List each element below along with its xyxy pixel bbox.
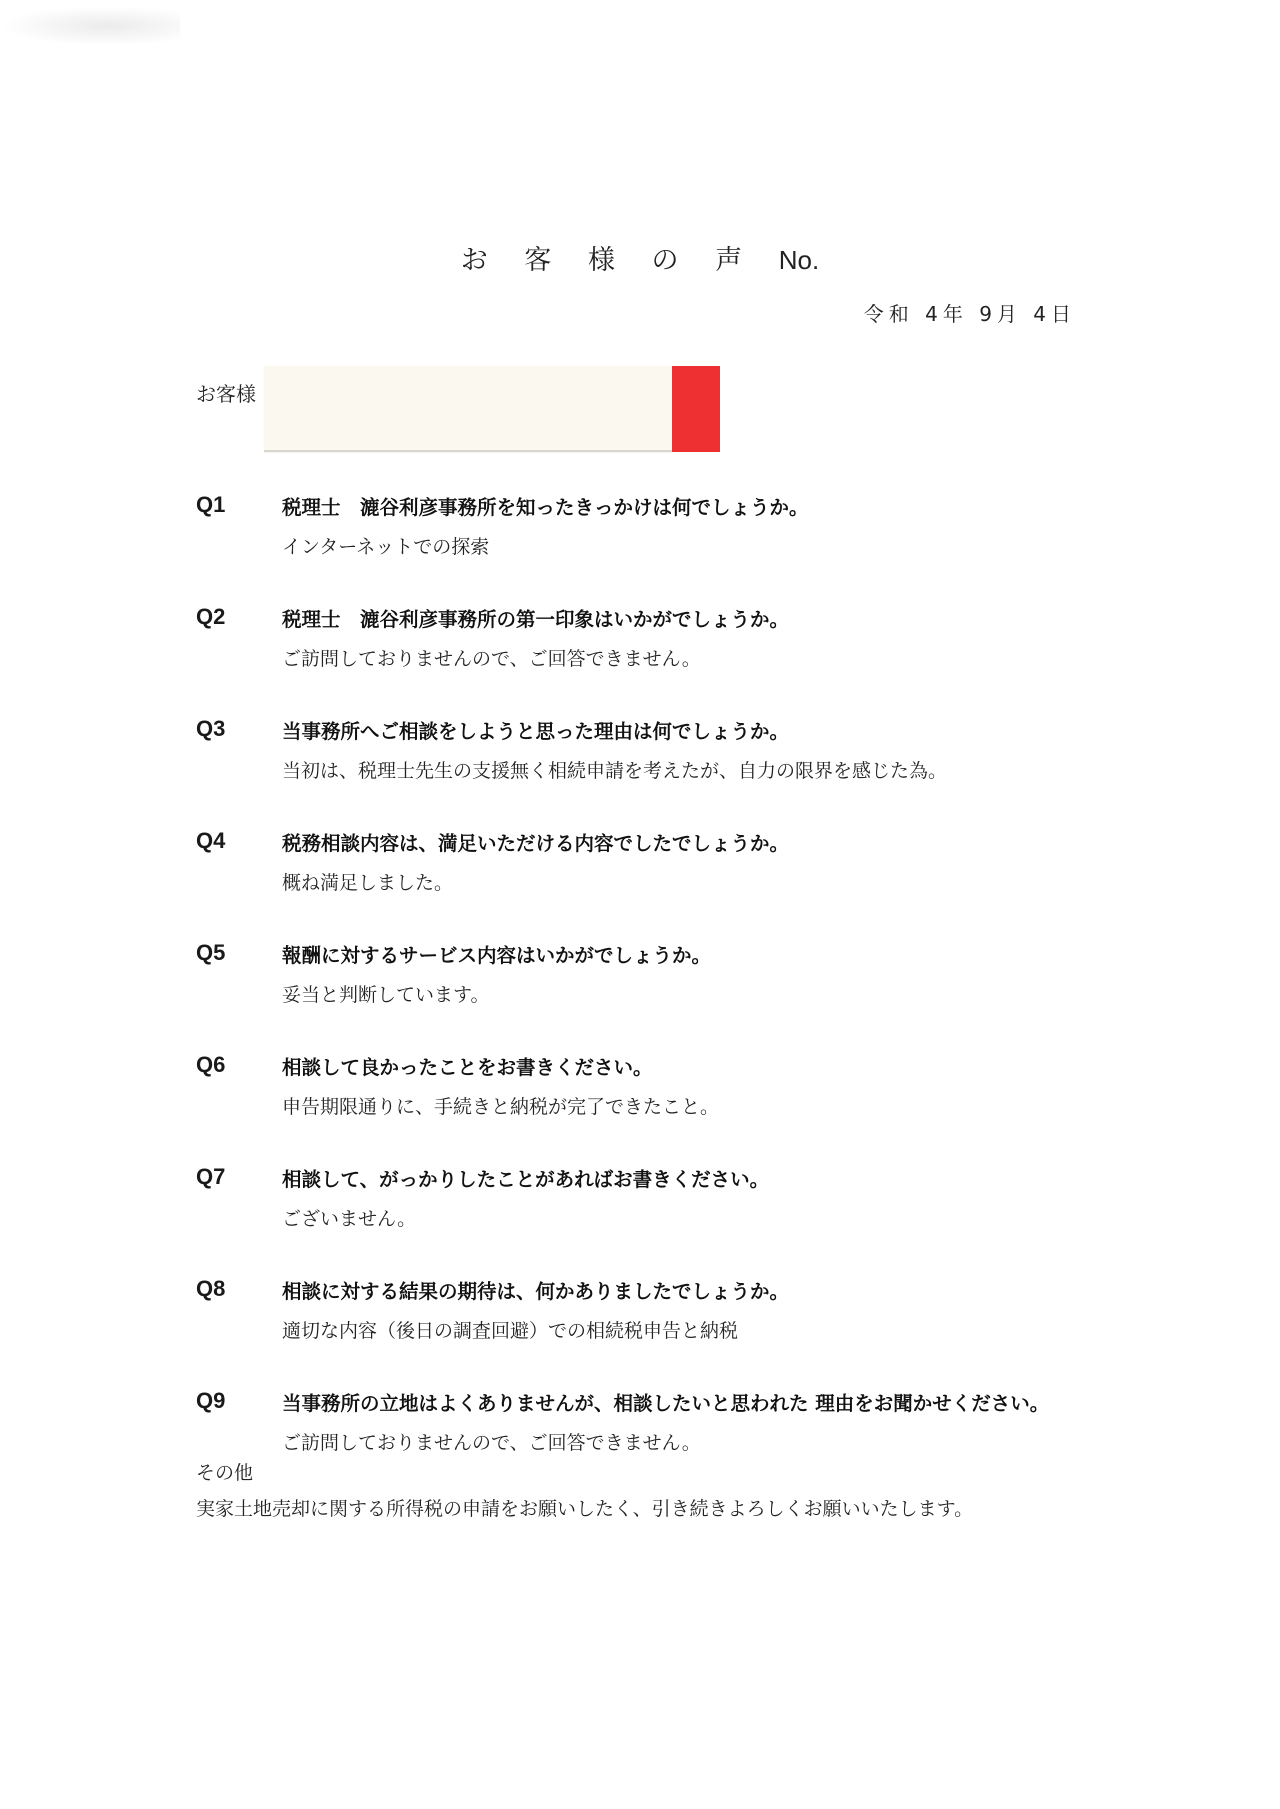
answer-text: 妥当と判断しています。 bbox=[282, 984, 490, 1006]
question-text: 相談して良かったことをお書きください。 bbox=[282, 1056, 653, 1079]
answer-text: 当初は、税理士先生の支援無く相続申請を考えたが、自力の限界を感じた為。 bbox=[282, 760, 948, 782]
question-number: Q7 bbox=[196, 1164, 226, 1189]
question-text: 報酬に対するサービス内容はいかがでしょうか。 bbox=[282, 944, 712, 967]
question-number: Q1 bbox=[196, 492, 226, 517]
redaction-marker bbox=[672, 366, 720, 452]
question-text: 当事務所へご相談をしようと思った理由は何でしょうか。 bbox=[282, 720, 790, 743]
page-title bbox=[0, 238, 1280, 277]
question-text: 税務相談内容は、満足いただける内容でしたでしょうか。 bbox=[282, 832, 790, 855]
answer-text: インターネットでの探索 bbox=[282, 536, 490, 558]
question-text: 税理士 漉谷利彦事務所を知ったきっかけは何でしょうか。 bbox=[282, 496, 809, 519]
question-text: 相談して、がっかりしたことがあればお書きください。 bbox=[282, 1168, 770, 1191]
question-text: 当事務所の立地はよくありませんが、相談したいと思われた 理由をお聞かせください。 bbox=[282, 1392, 1050, 1415]
customer-name-redaction bbox=[264, 366, 672, 452]
question-number: Q8 bbox=[196, 1276, 226, 1301]
title-number-label: No. bbox=[778, 245, 820, 275]
customer-label: お客様 bbox=[196, 382, 256, 406]
answer-text: ご訪問しておりませんので、ご回答できません。 bbox=[282, 1432, 701, 1454]
title-text: お 客 様 の 声 bbox=[460, 245, 757, 276]
question-text: 税理士 漉谷利彦事務所の第一印象はいかがでしょうか。 bbox=[282, 608, 790, 631]
answer-text: 申告期限通りに、手続きと納税が完了できたこと。 bbox=[282, 1096, 720, 1118]
question-number: Q5 bbox=[196, 940, 226, 965]
question-text: 相談に対する結果の期待は、何かありましたでしょうか。 bbox=[282, 1280, 790, 1303]
question-number: Q4 bbox=[196, 828, 226, 853]
answer-text: ご訪問しておりませんので、ご回答できません。 bbox=[282, 648, 701, 670]
question-number: Q3 bbox=[196, 716, 226, 741]
document-date: 令和 4年 9月 4日 bbox=[863, 302, 1076, 326]
scan-smudge bbox=[0, 6, 180, 46]
answer-text: 適切な内容（後日の調査回避）での相続税申告と納税 bbox=[282, 1320, 739, 1342]
answer-text: 概ね満足しました。 bbox=[282, 872, 454, 894]
question-number: Q9 bbox=[196, 1388, 226, 1413]
question-number: Q2 bbox=[196, 604, 226, 629]
answer-text: ございません。 bbox=[282, 1208, 417, 1230]
other-comments-text: 実家土地売却に関する所得税の申請をお願いしたく、引き続きよろしくお願いいたします。 bbox=[196, 1498, 974, 1520]
question-number: Q6 bbox=[196, 1052, 226, 1077]
other-comments-label: その他 bbox=[196, 1462, 254, 1484]
